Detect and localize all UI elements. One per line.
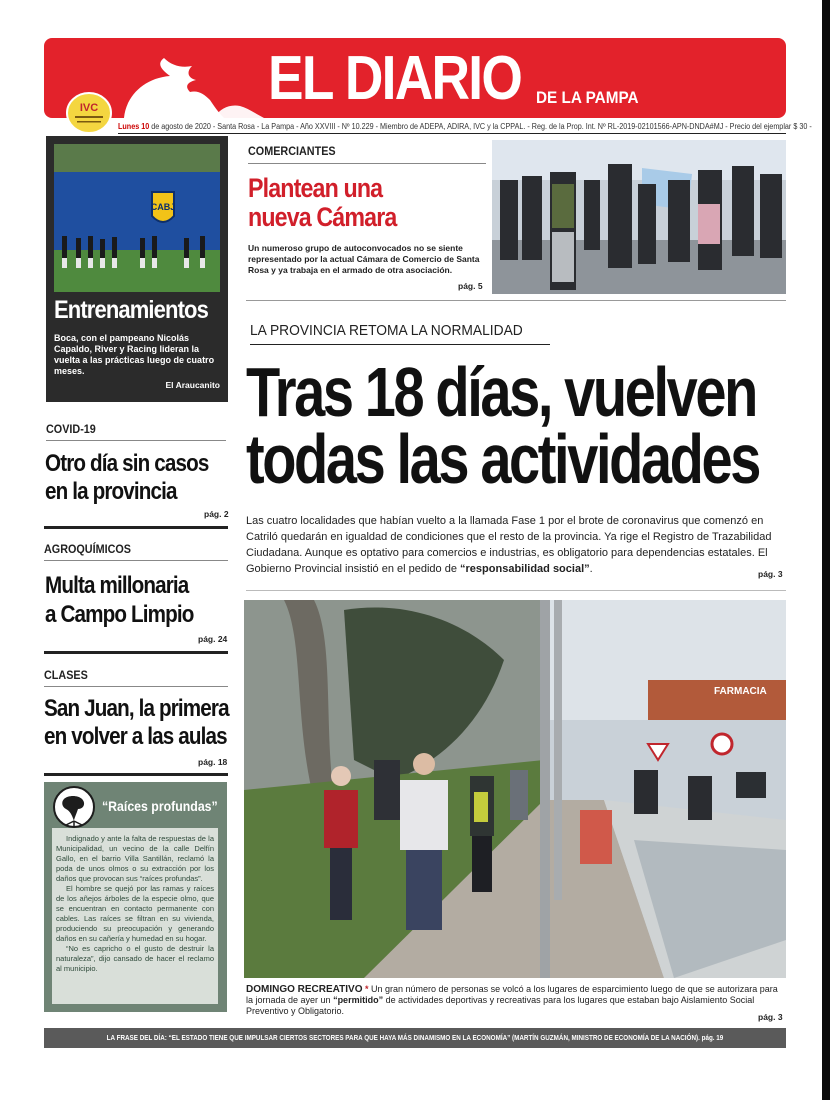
opinion-paragraph: “No es capricho o el gusto de destruir la naturaleza”, dijo cansado de hacer el reclamo al municipio. [56,944,214,973]
protest-photo [492,140,786,294]
photo-caption: DOMINGO RECREATIVO * Un gran número de personas se volcó a los lugares de esparcimiento luego de que se autorizara para la jornada de ayer un “permitido” de actividades deportivas y recreativas para los lugares que estaban bajo Aislamiento Social Preventivo y Obligatorio. [246,984,778,1016]
opinion-title: “Raíces profundas” [102,798,218,814]
divider [44,686,228,687]
masthead-rule [118,133,786,134]
promo-title: Entrenamientos [54,296,208,324]
opinion-paragraph: Indignado y ante la falta de respuestas de la Municipalidad, un vecino de la calle Delfín Gallo, en el barrio Villa Santillán, reclamó la poda de unos olmos o su extracción por los daños que provocan sus “raíces profundas”. [56,834,214,883]
main-section-label: LA PROVINCIA RETOMA LA NORMALIDAD [250,322,523,339]
promo-box-training[interactable] [46,136,228,402]
story-headline: Plantean una [248,173,383,203]
story-headline: en volver a las aulas [44,723,227,750]
story-headline: Otro día sin casos [45,450,209,477]
opinion-box-raices[interactable] [44,782,227,1012]
page-ref: pág. 24 [198,634,228,644]
opinion-paragraph: El hombre se quejó por las ramas y raíces de los añejos árboles de la especie olmo, que se encuentran en contacto permanente con cables. Las raíces se filtran en su vivienda, produciendo su preocupación y generando daños en su cañería y humedad en su hogar. [56,884,214,943]
story-kicker-clases: CLASES [44,668,88,682]
edition-info: Lunes 10 de agosto de 2020 - Santa Rosa - La Pampa - Año XXVIII - Nº 10.229 - Miembro de ADEPA, ADIRA, IVC y la CPPAL. - Reg. de la Prop. Int. Nº RL-2019-02101566-APN-DNDA#MJ - Precio del ejemplar $ 30 - [118,122,812,131]
story-kicker-agro: AGROQUÍMICOS [44,542,132,556]
page-edge [822,0,830,1100]
story-summary: Un numeroso grupo de autoconvocados no se siente representado por la actual Cámara de Comercio de Santa Rosa y ya trabaja en el armado de otra asociación. [248,243,480,275]
divider [44,560,228,561]
divider [250,344,550,345]
story-headline: San Juan, la primera [44,695,229,722]
divider [44,526,228,529]
training-photo [54,144,220,292]
ivc-seal-icon [66,92,112,134]
pharmacy-sign: FARMACIA [714,686,767,697]
quote-of-the-day-bar[interactable] [44,1028,786,1048]
promo-source: El Araucanito [165,380,220,390]
divider [46,440,226,441]
tree-roots-icon [52,785,96,829]
svg-text:CABJ: CABJ [150,202,176,212]
story-kicker-comerciantes: COMERCIANTES [248,144,336,158]
park-walkers-photo [244,600,786,978]
newspaper-subtitle: DE LA PAMPA [536,88,639,107]
caption-kicker: DOMINGO RECREATIVO [246,984,363,995]
page-ref: pág. 18 [198,757,228,767]
main-headline: todas las actividades [246,420,759,498]
divider [44,651,228,654]
page-ref: pág. 5 [458,281,483,291]
main-headline: Tras 18 días, vuelven [246,353,756,431]
page-ref: pág. 3 [758,569,783,579]
masthead [44,38,786,118]
quote-text: LA FRASE DEL DÍA: “EL ESTADO TIENE QUE IMPULSAR CIERTOS SECTORES PARA QUE HAYA MÁS DINAMISMO EN LA ECONOMÍA” (MARTÍN GUZMÁN, MINISTRO DE ECONOMÍA DE LA NACIÓN). pág. 19 [106,1033,724,1042]
story-headline: nueva Cámara [248,202,397,232]
story-headline: a Campo Limpio [45,601,194,628]
page-ref: pág. 3 [758,1012,783,1022]
promo-text: Boca, con el pampeano Nicolás Capaldo, River y Racing lideran la vuelta a las prácticas luego de cuatro meses. [54,333,215,376]
divider [246,300,786,301]
divider [248,163,486,164]
page-ref: pág. 2 [204,509,229,519]
divider [44,773,228,776]
opinion-body [52,828,218,1004]
main-summary: Las cuatro localidades que habían vuelto a la llamada Fase 1 por el brote de coronavirus que comenzó en Catriló quedarán en igualdad de condiciones que el resto de la provincia. Ya rige el Registro de Trazabilidad Ciudadana. Aunque es optativo para comercios e industrias, es obligatorio para dependencias estatales. El Gobierno Provincial insistió en el pedido de “responsabilidad social”. [246,515,772,575]
story-kicker-covid: COVID-19 [46,422,96,436]
story-headline: en la provincia [45,478,177,505]
newspaper-title: EL DIARIO [268,44,522,113]
story-headline: Multa millonaria [45,572,189,599]
divider [246,590,786,591]
svg-text:IVC: IVC [79,102,99,114]
